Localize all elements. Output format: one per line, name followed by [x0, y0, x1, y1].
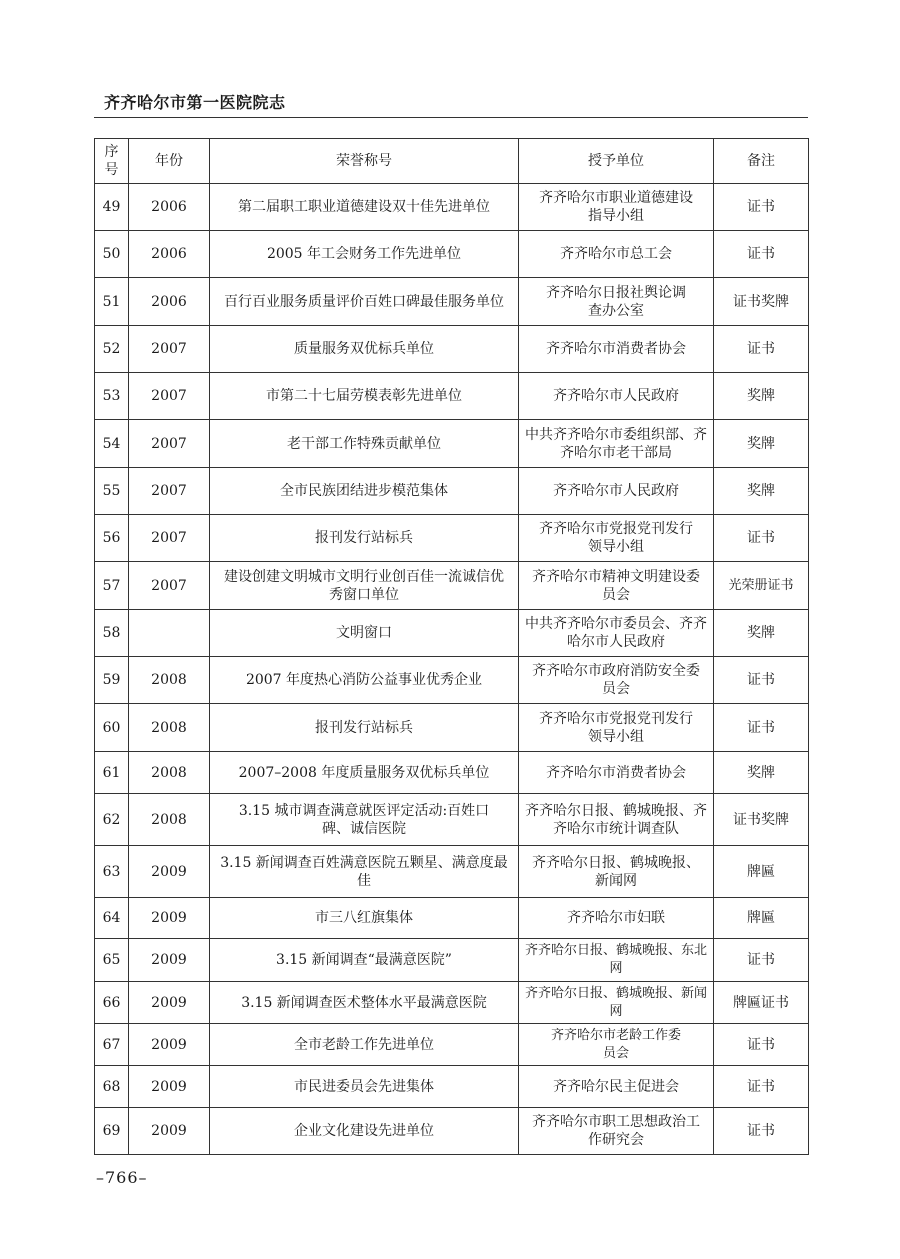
- cell-note: 证书: [714, 704, 809, 752]
- table-row: [95, 468, 809, 515]
- cell-unit: 齐齐哈尔市总工会: [519, 231, 714, 278]
- table-row: [95, 420, 809, 468]
- cell-note: 光荣册证书: [714, 562, 809, 610]
- cell-year: 2007: [129, 562, 210, 610]
- honors-table: [94, 138, 809, 1155]
- table-row: [95, 1066, 809, 1108]
- cell-no: 69: [95, 1108, 129, 1155]
- cell-honor: 3.15 新闻调查医术整体水平最满意医院: [210, 982, 519, 1024]
- cell-unit: 齐齐哈尔日报社舆论调查办公室: [519, 278, 714, 326]
- cell-no: 61: [95, 752, 129, 794]
- cell-honor: 市第二十七届劳模表彰先进单位: [210, 373, 519, 420]
- cell-honor: 第二届职工职业道德建设双十佳先进单位: [210, 184, 519, 231]
- cell-unit: 齐齐哈尔市消费者协会: [519, 752, 714, 794]
- cell-note: 奖牌: [714, 420, 809, 468]
- cell-year: 2007: [129, 326, 210, 373]
- column-header-year: 年份: [129, 139, 210, 184]
- cell-unit: 齐齐哈尔市党报党刊发行领导小组: [519, 704, 714, 752]
- cell-year: 2006: [129, 278, 210, 326]
- cell-year: 2009: [129, 939, 210, 982]
- cell-unit: 齐齐哈尔日报、鹤城晚报、新闻网: [519, 982, 714, 1024]
- cell-honor: 2005 年工会财务工作先进单位: [210, 231, 519, 278]
- cell-unit: 齐齐哈尔市职工思想政治工作研究会: [519, 1108, 714, 1155]
- table-row: [95, 1108, 809, 1155]
- cell-honor: 报刊发行站标兵: [210, 515, 519, 562]
- cell-note: 证书奖牌: [714, 794, 809, 846]
- column-header-unit: 授予单位: [519, 139, 714, 184]
- cell-unit: 齐齐哈尔市人民政府: [519, 468, 714, 515]
- table-row: [95, 657, 809, 704]
- cell-unit: 齐齐哈尔市妇联: [519, 898, 714, 939]
- cell-no: 50: [95, 231, 129, 278]
- cell-unit: 齐齐哈尔市党报党刊发行领导小组: [519, 515, 714, 562]
- table-row: [95, 982, 809, 1024]
- cell-honor: 全市老龄工作先进单位: [210, 1024, 519, 1066]
- table-row: [95, 1024, 809, 1066]
- cell-year: 2007: [129, 373, 210, 420]
- table-row: [95, 515, 809, 562]
- table-row: [95, 794, 809, 846]
- cell-no: 60: [95, 704, 129, 752]
- table-row: [95, 278, 809, 326]
- cell-honor: 报刊发行站标兵: [210, 704, 519, 752]
- cell-no: 65: [95, 939, 129, 982]
- cell-no: 62: [95, 794, 129, 846]
- cell-honor: 3.15 新闻调查“最满意医院”: [210, 939, 519, 982]
- cell-note: 证书: [714, 184, 809, 231]
- cell-year: 2009: [129, 1024, 210, 1066]
- cell-unit: 齐齐哈尔市政府消防安全委员会: [519, 657, 714, 704]
- cell-note: 奖牌: [714, 752, 809, 794]
- cell-note: 牌匾: [714, 846, 809, 898]
- table-row: [95, 610, 809, 657]
- cell-honor: 2007–2008 年度质量服务双优标兵单位: [210, 752, 519, 794]
- cell-unit: 齐齐哈尔市精神文明建设委员会: [519, 562, 714, 610]
- cell-honor: 企业文化建设先进单位: [210, 1108, 519, 1155]
- cell-honor: 全市民族团结进步模范集体: [210, 468, 519, 515]
- cell-unit: 齐齐哈尔民主促进会: [519, 1066, 714, 1108]
- cell-honor: 老干部工作特殊贡献单位: [210, 420, 519, 468]
- table-row: [95, 846, 809, 898]
- cell-no: 52: [95, 326, 129, 373]
- cell-honor: 百行百业服务质量评价百姓口碑最佳服务单位: [210, 278, 519, 326]
- cell-no: 67: [95, 1024, 129, 1066]
- cell-honor: 建设创建文明城市文明行业创百佳一流诚信优秀窗口单位: [210, 562, 519, 610]
- table-row: [95, 939, 809, 982]
- cell-year: 2008: [129, 704, 210, 752]
- cell-honor: 文明窗口: [210, 610, 519, 657]
- cell-honor: 市民进委员会先进集体: [210, 1066, 519, 1108]
- page-number: –766–: [96, 1168, 148, 1187]
- cell-no: 53: [95, 373, 129, 420]
- cell-no: 66: [95, 982, 129, 1024]
- cell-year: 2009: [129, 898, 210, 939]
- cell-year: [129, 610, 210, 657]
- cell-note: 证书奖牌: [714, 278, 809, 326]
- cell-note: 奖牌: [714, 373, 809, 420]
- column-header-note: 备注: [714, 139, 809, 184]
- cell-note: 牌匾证书: [714, 982, 809, 1024]
- cell-note: 证书: [714, 939, 809, 982]
- column-header-honor: 荣誉称号: [210, 139, 519, 184]
- cell-no: 58: [95, 610, 129, 657]
- cell-note: 证书: [714, 515, 809, 562]
- cell-year: 2006: [129, 184, 210, 231]
- table-row: [95, 184, 809, 231]
- cell-unit: 中共齐齐哈尔市委组织部、齐齐哈尔市老干部局: [519, 420, 714, 468]
- cell-year: 2008: [129, 752, 210, 794]
- table-row: [95, 898, 809, 939]
- cell-honor: 质量服务双优标兵单位: [210, 326, 519, 373]
- cell-honor: 2007 年度热心消防公益事业优秀企业: [210, 657, 519, 704]
- cell-no: 51: [95, 278, 129, 326]
- running-head-title: 齐齐哈尔市第一医院院志: [104, 93, 286, 112]
- cell-year: 2007: [129, 515, 210, 562]
- cell-unit: 齐齐哈尔市职业道德建设指导小组: [519, 184, 714, 231]
- cell-honor: 3.15 城市调查满意就医评定活动:百姓口碑、诚信医院: [210, 794, 519, 846]
- cell-year: 2009: [129, 1108, 210, 1155]
- cell-unit: 齐齐哈尔市老龄工作委员会: [519, 1024, 714, 1066]
- cell-no: 63: [95, 846, 129, 898]
- cell-year: 2009: [129, 1066, 210, 1108]
- column-header-no: 序号: [95, 139, 129, 184]
- cell-note: 证书: [714, 1108, 809, 1155]
- table-row: [95, 231, 809, 278]
- cell-note: 证书: [714, 231, 809, 278]
- cell-no: 49: [95, 184, 129, 231]
- cell-no: 59: [95, 657, 129, 704]
- cell-year: 2007: [129, 468, 210, 515]
- cell-honor: 3.15 新闻调查百姓满意医院五颗星、满意度最佳: [210, 846, 519, 898]
- cell-year: 2009: [129, 846, 210, 898]
- table-row: [95, 704, 809, 752]
- cell-year: 2009: [129, 982, 210, 1024]
- cell-unit: 齐齐哈尔日报、鹤城晚报、东北网: [519, 939, 714, 982]
- cell-no: 64: [95, 898, 129, 939]
- cell-no: 55: [95, 468, 129, 515]
- table-row: [95, 373, 809, 420]
- cell-unit: 齐齐哈尔市消费者协会: [519, 326, 714, 373]
- table-header-row: [95, 139, 809, 184]
- table-row: [95, 326, 809, 373]
- header-rule: [94, 117, 808, 118]
- cell-unit: 齐齐哈尔日报、鹤城晚报、新闻网: [519, 846, 714, 898]
- cell-no: 54: [95, 420, 129, 468]
- cell-year: 2006: [129, 231, 210, 278]
- table-row: [95, 562, 809, 610]
- cell-year: 2007: [129, 420, 210, 468]
- cell-note: 证书: [714, 657, 809, 704]
- cell-note: 证书: [714, 1066, 809, 1108]
- cell-note: 牌匾: [714, 898, 809, 939]
- cell-note: 奖牌: [714, 468, 809, 515]
- cell-year: 2008: [129, 794, 210, 846]
- cell-note: 证书: [714, 326, 809, 373]
- cell-unit: 齐齐哈尔日报、鹤城晚报、齐齐哈尔市统计调查队: [519, 794, 714, 846]
- cell-year: 2008: [129, 657, 210, 704]
- table-row: [95, 752, 809, 794]
- cell-no: 57: [95, 562, 129, 610]
- cell-unit: 齐齐哈尔市人民政府: [519, 373, 714, 420]
- cell-note: 奖牌: [714, 610, 809, 657]
- cell-honor: 市三八红旗集体: [210, 898, 519, 939]
- cell-no: 68: [95, 1066, 129, 1108]
- cell-note: 证书: [714, 1024, 809, 1066]
- cell-unit: 中共齐齐哈尔市委员会、齐齐哈尔市人民政府: [519, 610, 714, 657]
- cell-no: 56: [95, 515, 129, 562]
